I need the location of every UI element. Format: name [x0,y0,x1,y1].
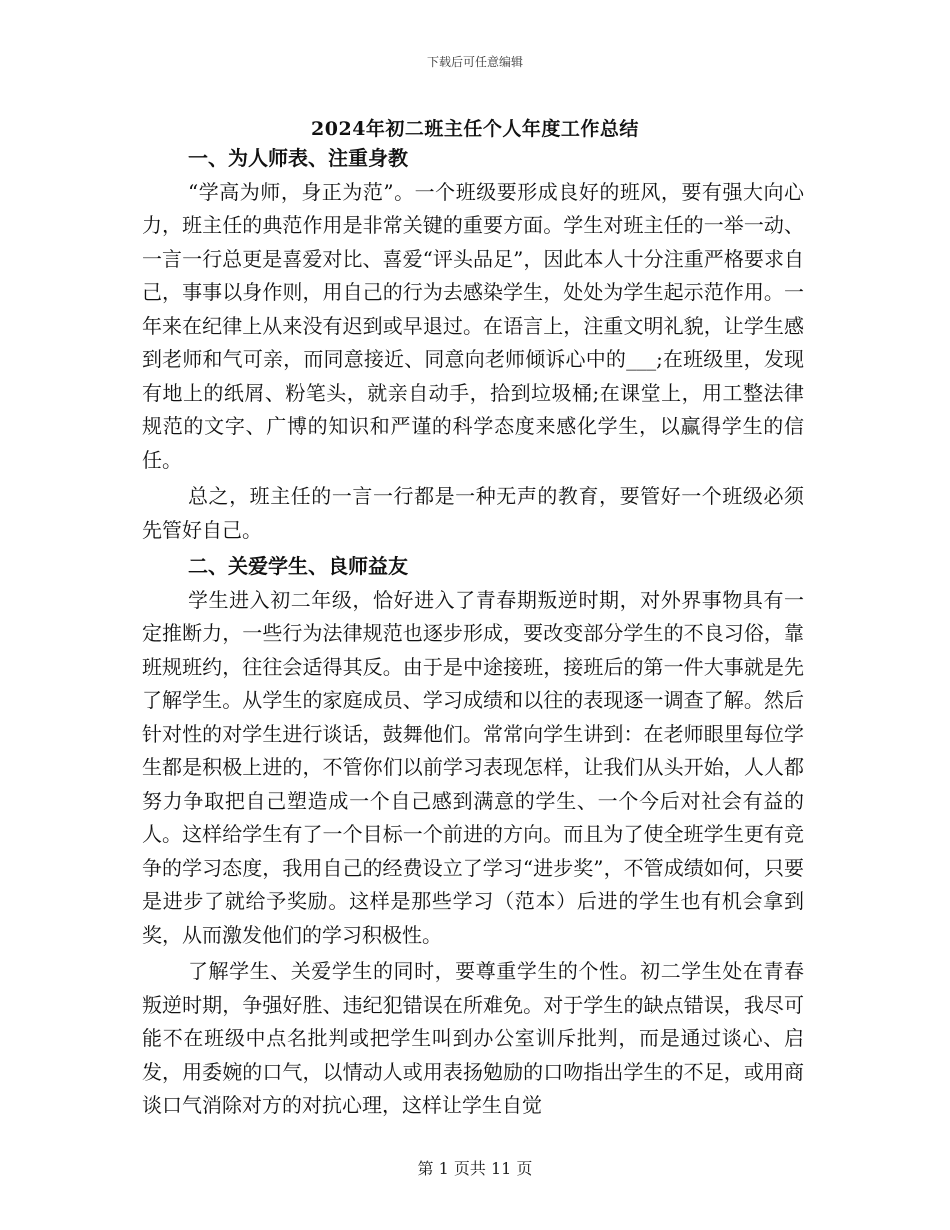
paragraph: “学高为师，身正为范”。一个班级要形成良好的班风，要有强大向心力，班主任的典范作用是非常关键的重要方面。学生对班主任的一举一动、一言一行总更是喜爱对比、喜爱“评头品足”，因此本人十分注重严格要求自己，事事以身作则，用自己的行为去感染学生，处处为学生起示范作用。一年来在纪律上从来没有迟到或早退过。在语言上，注重文明礼貌，让学生感到老师和气可亲，而同意接近、同意向老师倾诉心中的___;在班级里，发现有地上的纸屑、粉笔头，就亲自动手，拾到垃圾桶;在课堂上，用工整法律规范的文字、广博的知识和严谨的科学态度来感化学生，以赢得学生的信任。 [142,179,804,472]
page-footer: 第 1 页共 11 页 [417,1159,533,1178]
paragraph: 学生进入初二年级，恰好进入了青春期叛逆时期，对外界事物具有一定推断力，一些行为法律规范也逐步形成，要改变部分学生的不良习俗，靠班规班约，往往会适得其反。由于是中途接班，接班后的第一件大事就是先了解学生。从学生的家庭成员、学习成绩和以往的表现逐一调查了解。然后针对性的对学生进行谈话，鼓舞他们。常常向学生讲到：在老师眼里每位学生都是积极上进的，不管你们以前学习表现怎样，让我们从头开始，人人都努力争取把自己塑造成一个自己感到满意的学生、一个今后对社会有益的人。这样给学生有了一个目标一个前进的方向。而且为了使全班学生更有竞争的学习态度，我用自己的经费设立了学习“进步奖”，不管成绩如何，只要是进步了就给予奖励。这样是那些学习（范本）后进的学生也有机会拿到奖，从而激发他们的学习积极性。 [142,587,804,947]
paragraph: 总之，班主任的一言一行都是一种无声的教育，要管好一个班级必须先管好自己。 [142,484,804,542]
document-body [142,142,804,1123]
section-heading-1: 一、为人师表、注重身教 [188,146,408,170]
page-header: 下载后可任意编辑 [426,55,523,69]
paragraph: 了解学生、关爱学生的同时，要尊重学生的个性。初二学生处在青春叛逆时期，争强好胜、违纪犯错误在所难免。对于学生的缺点错误，我尽可能不在班级中点名批判或把学生叫到办公室训斥批判，而是通过谈心、启发，用委婉的口气，以情动人或用表扬勉励的口吻指出学生的不足，或用商谈口气消除对方的对抗心理，这样让学生自觉 [142,959,804,1117]
section-heading-2: 二、关爱学生、良师益友 [188,554,408,578]
document-title: 2024年初二班主任个人年度工作总结 [311,118,639,140]
